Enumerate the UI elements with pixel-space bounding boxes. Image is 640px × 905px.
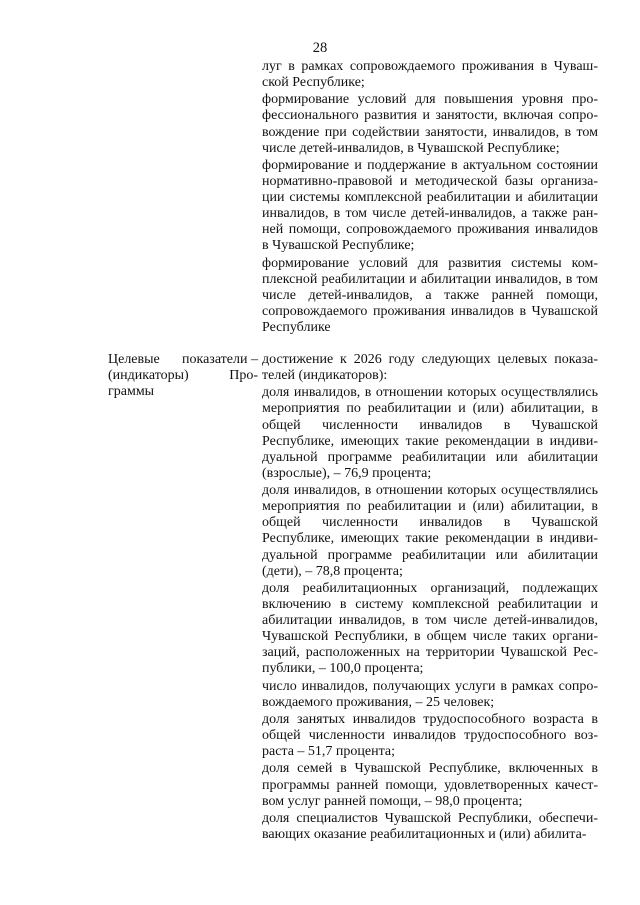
label-word: показатели – — [182, 352, 258, 367]
indicator-paragraph: доля реабилитационных организаций, подлежащих включению в систему комплексной реабилитации и абилитации инвалидов, в том числе детей-инвалидов, Чувашской Республики, в общем числе таких организаций, расположенных на территории Чувашской Республики, – 100,0 процента; — [262, 580, 598, 677]
indicator-paragraph: доля семей в Чувашской Республике, включенных в программы ранней помощи, удовлетворенных качеством услуг ранней помощи, – 98,0 процента; — [262, 761, 598, 809]
goal-paragraph: формирование и поддержание в актуальном состоянии нормативно-правовой и методической базы организации системы комплексной реабилитации и абилитации инвалидов, в том числе детей-инвалидов, а также ранней помощи, сопровождаемого проживания инвалидов в Чувашской Республике; — [262, 157, 598, 254]
label-line: граммы — [108, 384, 155, 400]
label-word: Целевые — [108, 352, 160, 367]
indicator-paragraph: доля занятых инвалидов трудоспособного возраста в общей численности инвалидов трудоспособного возраста – 51,7 процента; — [262, 712, 598, 760]
label-line — [108, 352, 258, 368]
indicator-paragraph: доля инвалидов, в отношении которых осуществлялись мероприятия по реабилитации и (или) абилитации, в общей численности инвалидов в Чувашской Республике, имеющих такие рекомендации в индивидуальной программе реабилитации или абилитации (дети), – 78,8 процента; — [262, 483, 598, 579]
goal-paragraph: формирование условий для повышения уровня профессионального развития и занятости, включая сопровождение при содействии занятости, инвалидов, в том числе детей-инвалидов, в Чувашской Республике; — [262, 92, 598, 156]
page-number: 28 — [312, 40, 328, 56]
indicator-paragraph: достижение к 2026 году следующих целевых показателей (индикаторов): — [262, 352, 598, 384]
goal-paragraph: луг в рамках сопровождаемого проживания в Чувашской Республике; — [262, 59, 598, 91]
indicator-paragraph: число инвалидов, получающих услуги в рамках сопровождаемого проживания, – 25 человек; — [262, 678, 598, 710]
target-indicators-list — [262, 352, 598, 844]
label-word: Про- — [229, 368, 258, 384]
indicator-paragraph: доля специалистов Чувашской Республики, обеспечивающих оказание реабилитационных и (или) абилита- — [262, 810, 598, 843]
goal-paragraph: формирование условий для развития системы комплексной реабилитации и абилитации инвалидов, в том числе детей-инвалидов, а также ранней помощи, сопровождаемого проживания инвалидов в Чувашской Республике — [262, 255, 598, 336]
indicator-paragraph: доля инвалидов, в отношении которых осуществлялись мероприятия по реабилитации и (или) абилитации, в общей численности инвалидов в Чувашской Республике, имеющих такие рекомендации в индивидуальной программе реабилитации или абилитации (взрослые), – 76,9 процента; — [262, 385, 598, 481]
goals-continuation-block — [262, 59, 598, 337]
target-indicators-label — [108, 352, 258, 400]
label-line — [108, 368, 258, 384]
label-word: (индикаторы) — [108, 368, 189, 384]
